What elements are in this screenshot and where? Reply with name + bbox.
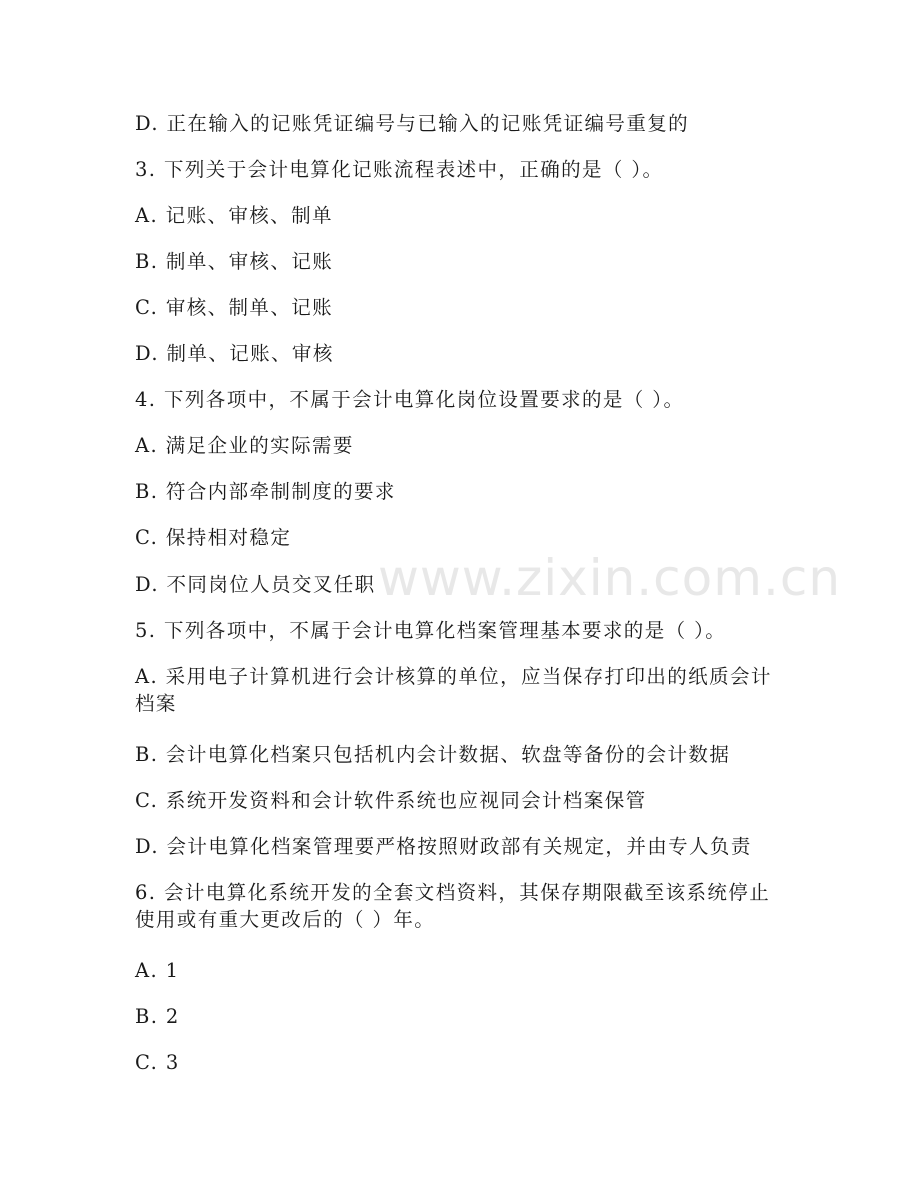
option-d-q2: D. 正在输入的记账凭证编号与已输入的记账凭证编号重复的: [135, 112, 690, 135]
option-a-q6: A. 1: [135, 959, 180, 982]
question-6: 6. 会计电算化系统开发的全套文档资料，其保存期限截至该系统停止使用或有重大更改后的（ ）年。: [135, 881, 771, 931]
option-b-q5: B. 会计电算化档案只包括机内会计数据、软盘等备份的会计数据: [135, 743, 731, 766]
option-d-q3: D. 制单、记账、审核: [135, 342, 334, 365]
option-b-q3: B. 制单、审核、记账: [135, 250, 334, 273]
question-3: 3. 下列关于会计电算化记账流程表述中，正确的是（ ）。: [135, 158, 664, 181]
question-5: 5. 下列各项中，不属于会计电算化档案管理基本要求的是（ ）。: [135, 619, 727, 642]
option-d-q4: D. 不同岗位人员交叉任职: [135, 573, 376, 596]
option-c-q4: C. 保持相对稳定: [135, 526, 292, 549]
option-b-q4: B. 符合内部牵制制度的要求: [135, 480, 396, 503]
option-b-q6: B. 2: [135, 1005, 180, 1028]
option-a-q5: A. 采用电子计算机进行会计核算的单位，应当保存打印出的纸质会计档案: [135, 665, 772, 715]
option-d-q5: D. 会计电算化档案管理要严格按照财政部有关规定，并由专人负责: [135, 835, 752, 858]
question-4: 4. 下列各项中，不属于会计电算化岗位设置要求的是（ ）。: [135, 388, 685, 411]
option-c-q6: C. 3: [135, 1051, 180, 1074]
watermark: www.zixin.com.cn: [378, 549, 842, 607]
option-a-q3: A. 记账、审核、制单: [135, 204, 333, 227]
option-a-q4: A. 满足企业的实际需要: [135, 434, 354, 457]
option-c-q3: C. 审核、制单、记账: [135, 296, 334, 319]
option-c-q5: C. 系统开发资料和会计软件系统也应视同会计档案保管: [135, 789, 647, 812]
